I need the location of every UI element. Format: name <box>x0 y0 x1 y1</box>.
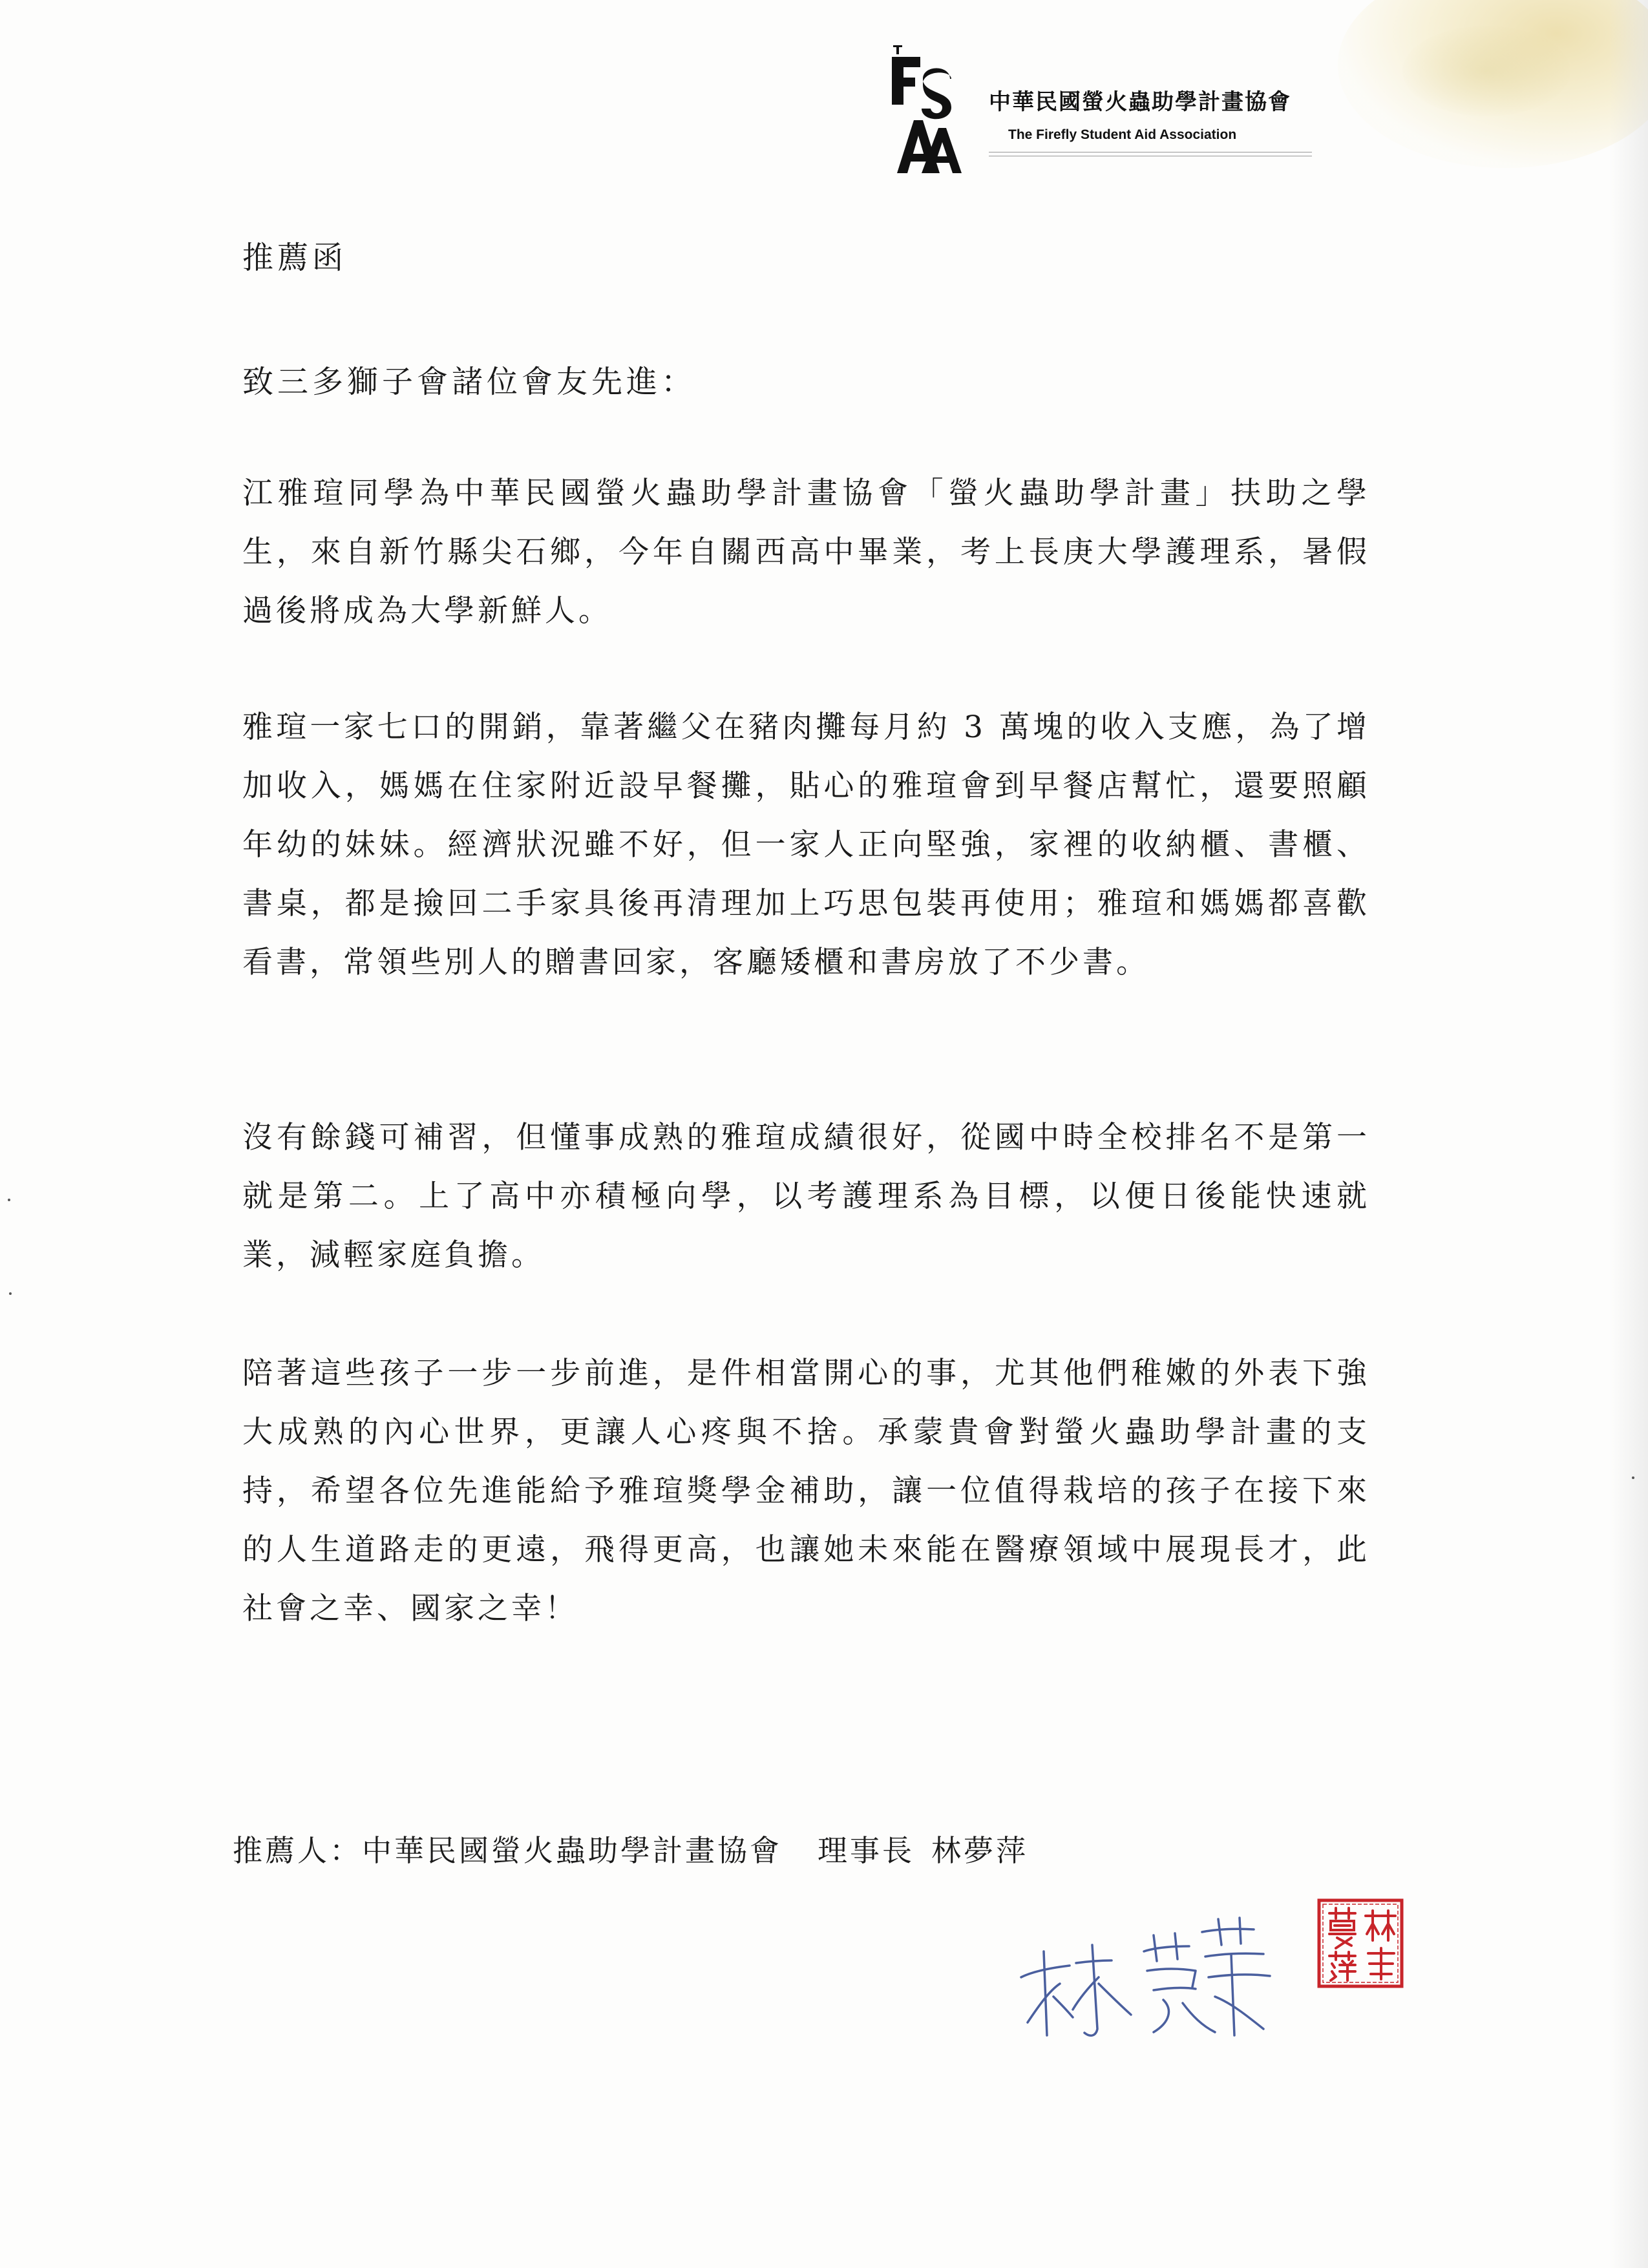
paragraph-4: 陪著這些孩子一步一步前進，是件相當開心的事，尤其他們稚嫩的外表下強大成熟的內心世界，更讓人心疼與不捨。承蒙貴會對螢火蟲助學計畫的支持，希望各位先進能給予雅瑄獎學金補助，讓一位值得栽培的孩子在接下來的人生道路走的更遠，飛得更高，也讓她未來能在醫療領域中展現長才，此社會之幸、國家之幸！ <box>242 1356 1370 1626</box>
salutation: 致三多獅子會諸位會友先進： <box>242 364 697 400</box>
letter-title: 推薦函 <box>242 240 348 276</box>
org-name-en: The Firefly Student Aid Association <box>1008 127 1237 142</box>
paper-stain-inner <box>1402 26 1570 116</box>
paragraph-3: 沒有餘錢可補習，但懂事成熟的雅瑄成績很好，從國中時全校排名不是第一就是第二。上了高中亦積極向學，以考護理系為目標，以便日後能快速就業，減輕家庭負擔。 <box>242 1120 1370 1273</box>
scan-speck <box>8 1199 10 1201</box>
scan-speck <box>1632 1476 1634 1479</box>
letterhead-rule <box>989 152 1312 156</box>
scan-speck <box>9 1292 12 1295</box>
recommender-label: 推薦人：中華民國螢火蟲助學計畫協會 <box>233 1833 782 1868</box>
recommender-line <box>233 1827 1028 1870</box>
red-seal <box>1315 1896 1406 1990</box>
recommender-name: 林夢萍 <box>931 1833 1028 1868</box>
paragraph-2: 雅瑄一家七口的開銷，靠著繼父在豬肉攤每月約 3 萬塊的收入支應，為了增加收入，媽媽在住家附近設早餐攤，貼心的雅瑄會到早餐店幫忙，還要照顧年幼的妹妹。經濟狀況雖不好，但一家人正向堅強，家裡的收納櫃、書櫃、書桌，都是撿回二手家具後再清理加上巧思包裝再使用；雅瑄和媽媽都喜歡看書，常領些別人的贈書回家，客廳矮櫃和書房放了不少書。 <box>242 709 1370 980</box>
handwritten-signature <box>1008 1906 1312 2061</box>
fsaa-logo <box>885 39 963 181</box>
letterhead <box>885 39 1312 181</box>
paragraph-1: 江雅瑄同學為中華民國螢火蟲助學計畫協會「螢火蟲助學計畫」扶助之學生，來自新竹縣尖石鄉，今年自關西高中畢業，考上長庚大學護理系，暑假過後將成為大學新鮮人。 <box>242 476 1370 629</box>
scan-edge-shadow <box>1609 0 1648 2268</box>
org-block <box>989 84 1312 156</box>
recommender-title: 理事長 <box>818 1833 914 1868</box>
org-name-zh: 中華民國螢火蟲助學計畫協會 <box>989 89 1291 115</box>
